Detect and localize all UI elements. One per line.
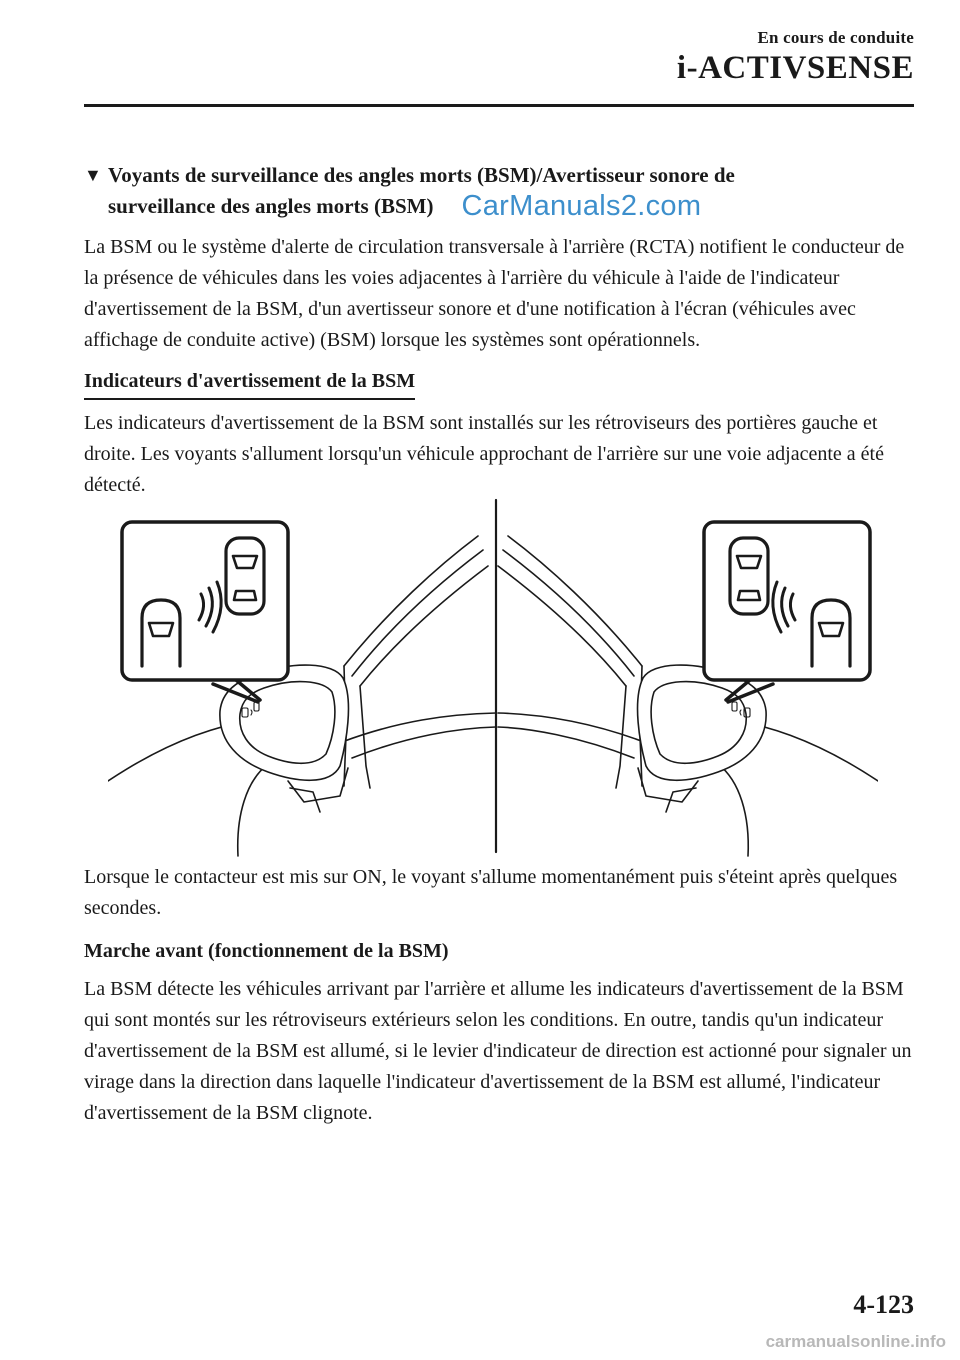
upper-content — [84, 160, 914, 501]
watermark-logo: CarManuals2.com — [461, 190, 702, 222]
chapter-title: En cours de conduite — [757, 28, 914, 47]
bsm-mirror-illustration — [108, 496, 878, 860]
intro-paragraph: La BSM ou le système d'alerte de circulation transversale à l'arrière (RCTA) notifient le conducteur de la présence de véhicules dans les voies adjacentes à l'arrière du véhicule à l'aide de l'indicateur d'avertissement de la BSM, d'un avertisseur sonore et d'une notification à l'écran (véhicules avec affichage de conduite active) (BSM) lorsque les systèmes sont opérationnels. — [84, 236, 905, 351]
forward-heading: Marche avant (fonctionnement de la BSM) — [84, 940, 449, 962]
forward-paragraph: La BSM détecte les véhicules arrivant par l'arrière et allume les indicateurs d'avertissement de la BSM qui sont montés sur les rétroviseurs extérieurs selon les conditions. En outre, tandis qu'un indicateur d'avertissement de la BSM est allumé, si le levier d'indicateur de direction est actionné pour signaler un virage dans la direction dans laquelle l'indicateur d'avertissement de la BSM est allumé, l'indicateur d'avertissement de la BSM clignote. — [84, 978, 912, 1124]
footer-url: carmanualsonline.info — [765, 1332, 946, 1351]
indicators-heading: Indicateurs d'avertissement de la BSM — [84, 366, 415, 400]
heading-line-1: Voyants de surveillance des angles morts (BSM)/Avertisseur sonore de — [108, 163, 735, 187]
right-side-mirror-icon — [638, 665, 767, 812]
triangle-marker-icon: ▼ — [84, 165, 102, 185]
indicators-paragraph: Les indicateurs d'avertissement de la BSM sont installés sur les rétroviseurs des portières gauche et droite. Les voyants s'allument lorsqu'un véhicule approchant de l'arrière sur une voie adjacente a été détecté. — [84, 412, 884, 496]
lower-content — [84, 862, 914, 1129]
section-title: i-ACTIVSENSE — [676, 50, 914, 86]
heading-line-2: surveillance des angles morts (BSM) — [108, 194, 434, 218]
after-figure-paragraph: Lorsque le contacteur est mis sur ON, le voyant s'allume momentanément puis s'éteint après quelques secondes. — [84, 866, 898, 919]
page-number: 4-123 — [853, 1290, 914, 1319]
subsection-heading — [84, 160, 914, 222]
header-rule — [84, 104, 914, 107]
left-side-mirror-icon — [220, 665, 349, 812]
page-header — [677, 28, 914, 87]
